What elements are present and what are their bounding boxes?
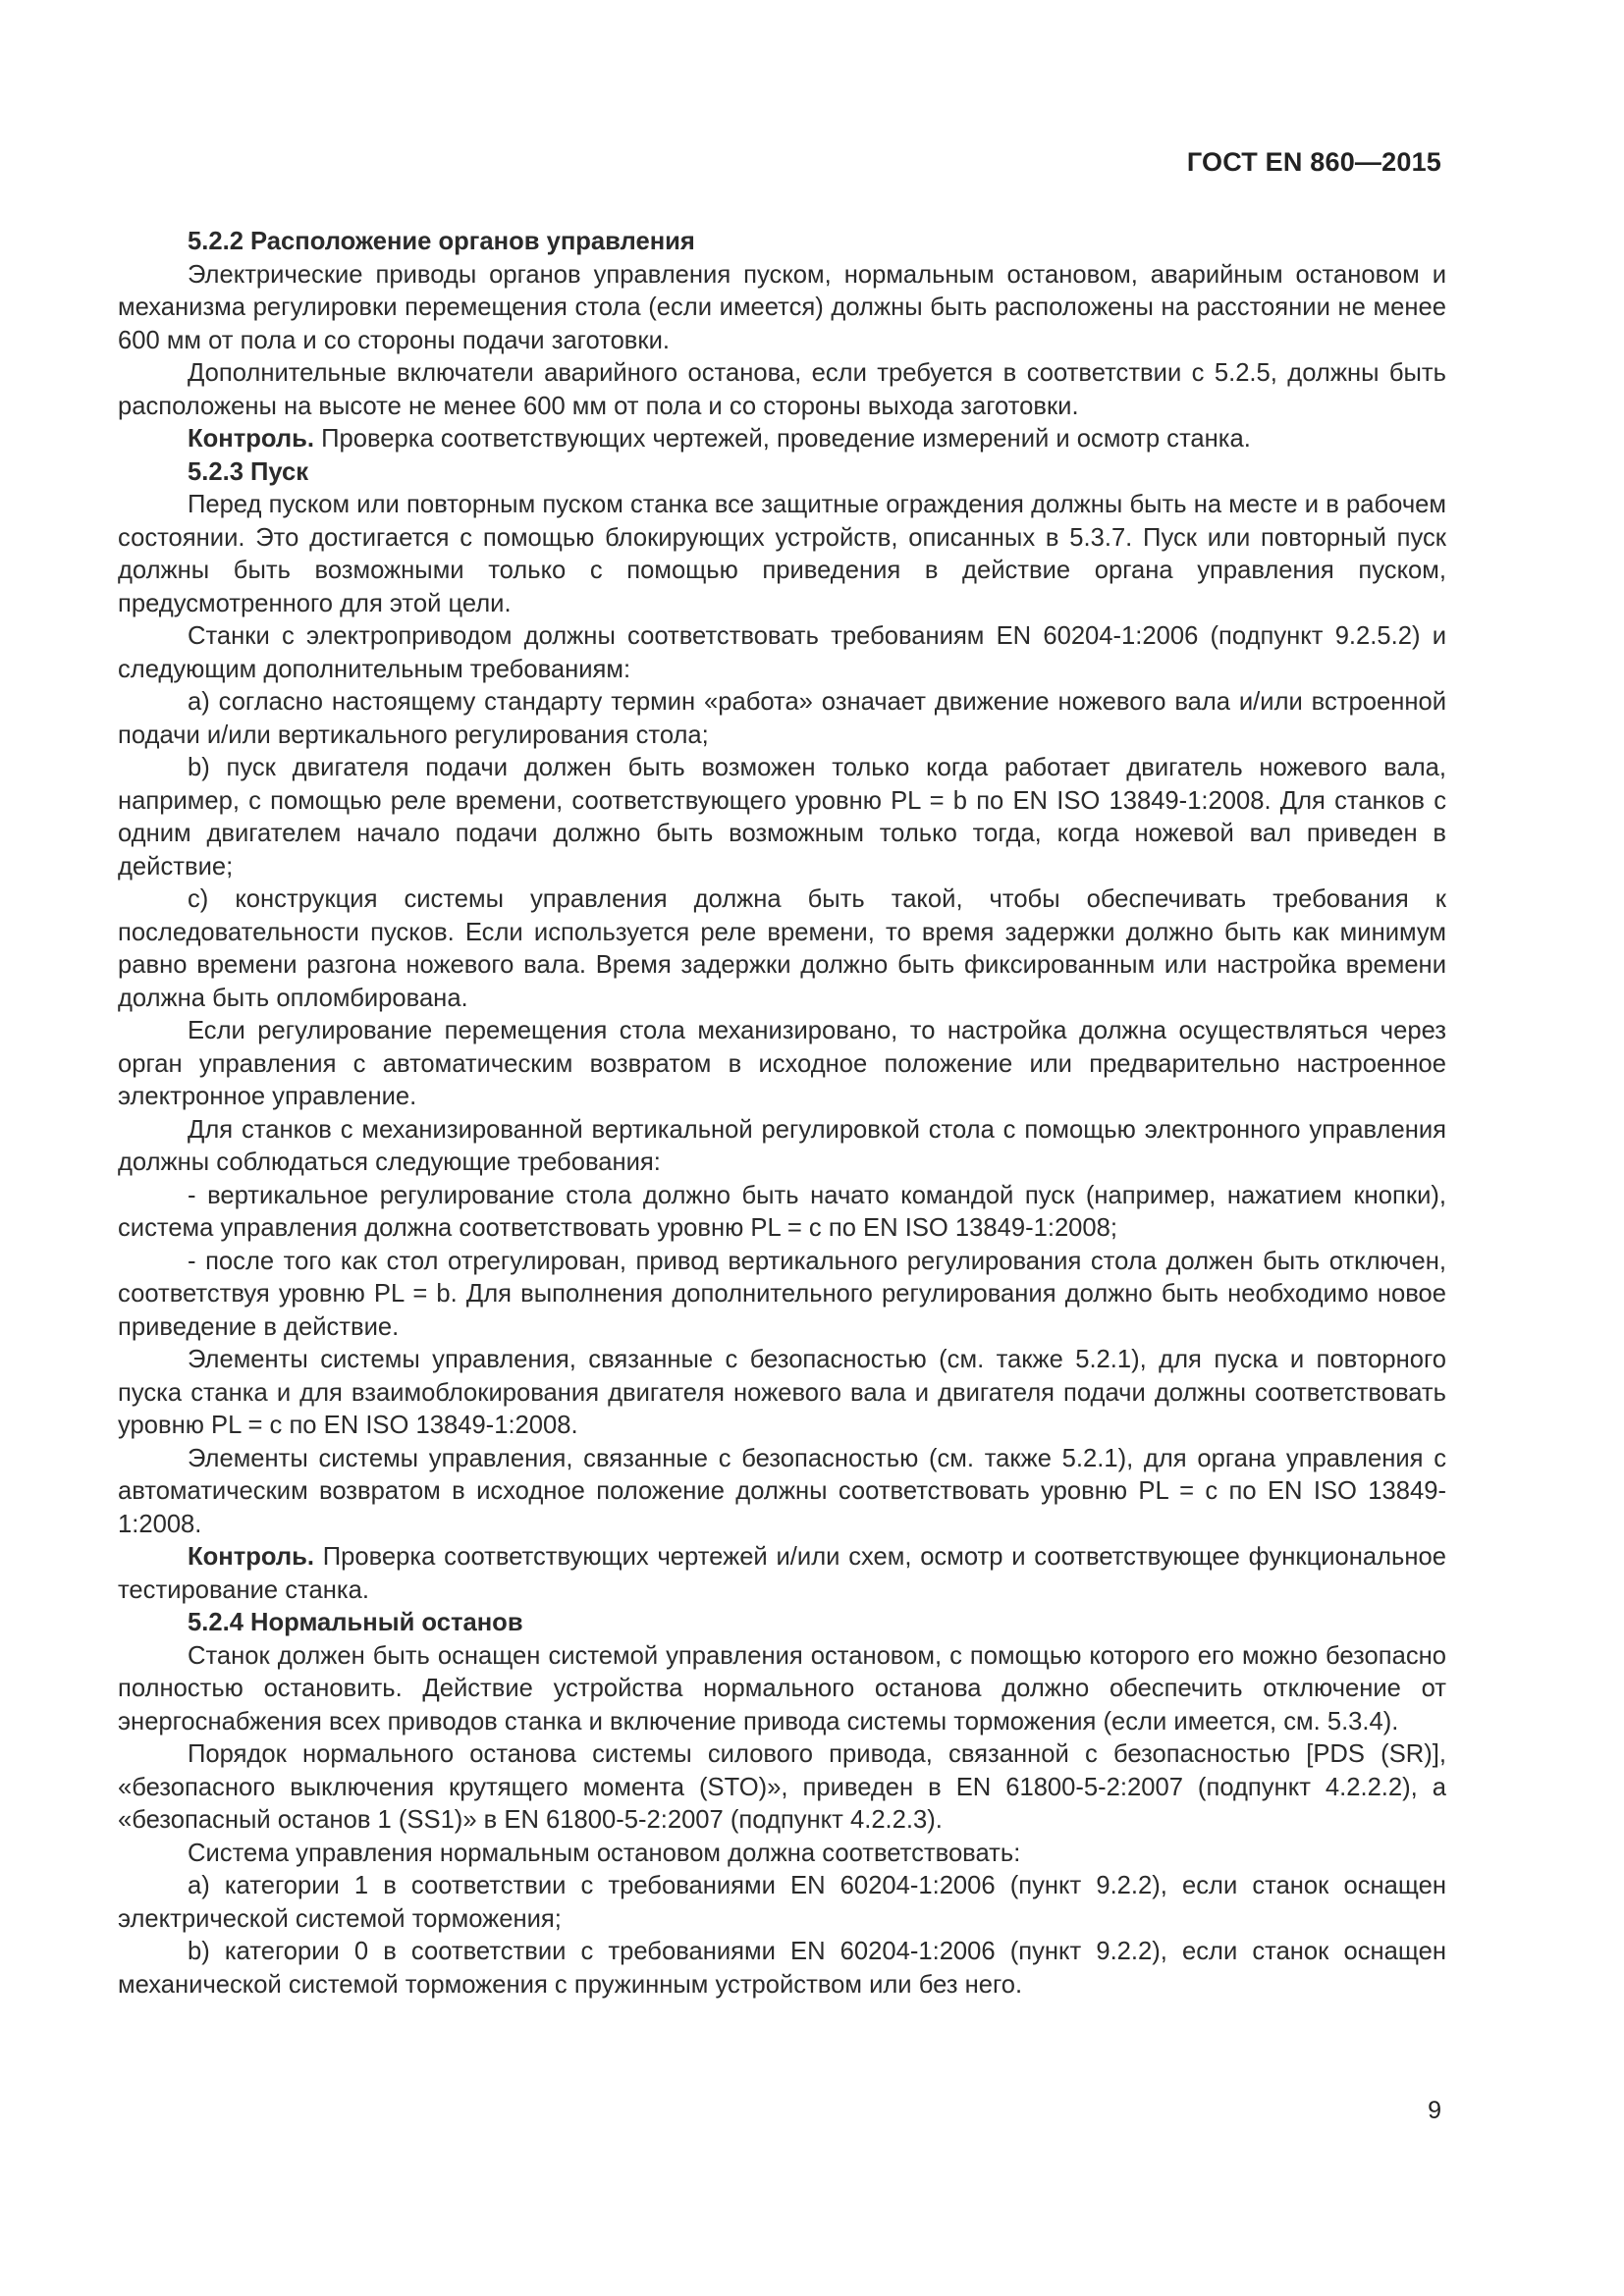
control-label: Контроль. (188, 425, 314, 453)
paragraph: Для станков с механизированной вертикальной регулировкой стола с помощью электронного управления должны соблюдаться следующие требования: (118, 1115, 1446, 1176)
dash-item: - после того как стол отрегулирован, привод вертикального регулирования стола должен быть отключен, соответствуя уровню PL = b. Для выполнения дополнительного регулирования должно быть необходимо новое приведение в действие. (118, 1247, 1446, 1341)
control-paragraph (118, 423, 1446, 456)
list-item-a: a) категории 1 в соответствии с требованиями EN 60204-1:2006 (пункт 9.2.2), если станок оснащен электрической системой торможения; (118, 1872, 1446, 1933)
control-paragraph (118, 1541, 1446, 1607)
control-text: Проверка соответствующих чертежей, проведение измерений и осмотр станка. (313, 425, 1251, 453)
paragraph: Станки с электроприводом должны соответствовать требованиям EN 60204-1:2006 (подпункт 9.2.5.2) и следующим дополнительным требованиям: (118, 622, 1446, 683)
paragraph: Станок должен быть оснащен системой управления остановом, с помощью которого его можно безопасно полностью остановить. Действие устройства нормального останова должно обеспечить отключение от энергоснабжения всех приводов станка и включение привода системы торможения (если имеется, см. 5.3.4). (118, 1641, 1446, 1735)
paragraph: Система управления нормальным остановом должна соответствовать: (188, 1839, 1021, 1867)
paragraph: Электрические приводы органов управления пуском, нормальным остановом, аварийным остановом и механизма регулировки перемещения стола (если имеется) должны быть расположены на расстоянии не менее 600 мм от пола и со стороны подачи заготовки. (118, 260, 1446, 354)
dash-item: - вертикальное регулирование стола должно быть начато командой пуск (например, нажатием кнопки), система управления должна соответствовать уровню PL = c по EN ISO 13849-1:2008; (118, 1181, 1446, 1242)
page-number: 9 (1428, 2097, 1441, 2124)
section-heading-5-2-4: 5.2.4 Нормальный останов (188, 1609, 523, 1636)
paragraph: Порядок нормального останова системы силового привода, связанной с безопасностью [PDS (SR)], «безопасного выключения крутящего момента (STO)», приведен в EN 61800-5-2:2007 (подпункт 4.2.2.2), а «безопасный останов 1 (SS1)» в EN 61800-5-2:2007 (подпункт 4.2.2.3). (118, 1740, 1446, 1834)
page-body (118, 226, 1446, 2002)
section-heading-5-2-3: 5.2.3 Пуск (188, 457, 309, 486)
section-heading-5-2-2: 5.2.2 Расположение органов управления (188, 228, 695, 255)
list-item-b: b) пуск двигателя подачи должен быть возможен только когда работает двигатель ножевого вала, например, с помощью реле времени, соответствующего уровню PL = b по EN ISO 13849-1:2008. Для станков с одним двигателем начало подачи должно быть возможным только тогда, когда ножевой вал приведен в действие; (118, 754, 1446, 881)
list-item-a: a) согласно настоящему стандарту термин «работа» означает движение ножевого вала и/или встроенной подачи и/или вертикального регулирования стола; (118, 688, 1446, 749)
paragraph: Если регулирование перемещения стола механизировано, то настройка должна осуществляться через орган управления с автоматическим возвратом в исходное положение или предварительно настроенное электронное управление. (118, 1017, 1446, 1110)
list-item-c: c) конструкция системы управления должна быть такой, чтобы обеспечивать требования к последовательности пусков. Если используется реле времени, то время задержки должно быть как минимум равно времени разгона ножевого вала. Время задержки должно быть фиксированным или настройка времени должна быть опломбирована. (118, 885, 1446, 1012)
control-text: Проверка соответствующих чертежей и/или схем, осмотр и соответствующее функциональное тестирование станка. (118, 1543, 1446, 1604)
list-item-b: b) категории 0 в соответствии с требованиями EN 60204-1:2006 (пункт 9.2.2), если станок оснащен механической системой торможения с пружинным устройством или без него. (118, 1938, 1446, 1999)
paragraph: Элементы системы управления, связанные с безопасностью (см. также 5.2.1), для пуска и повторного пуска станка и для взаимоблокирования двигателя ножевого вала и двигателя подачи должны соответствовать уровню PL = c по EN ISO 13849-1:2008. (118, 1346, 1446, 1439)
document-code-header: ГОСТ EN 860—2015 (1186, 147, 1441, 177)
paragraph: Перед пуском или повторным пуском станка все защитные ограждения должны быть на месте и в рабочем состоянии. Это достигается с помощью блокирующих устройств, описанных в 5.3.7. Пуск или повторный пуск должны быть возможными только с помощью приведения в действие органа управления пуском, предусмотренного для этой цели. (118, 491, 1446, 617)
paragraph: Элементы системы управления, связанные с безопасностью (см. также 5.2.1), для органа управления с автоматическим возвратом в исходное положение должны соответствовать уровню PL = c по EN ISO 13849-1:2008. (118, 1444, 1446, 1538)
paragraph: Дополнительные включатели аварийного останова, если требуется в соответствии с 5.2.5, должны быть расположены на высоте не менее 600 мм от пола и со стороны выхода заготовки. (118, 359, 1446, 420)
control-label: Контроль. (188, 1543, 314, 1571)
